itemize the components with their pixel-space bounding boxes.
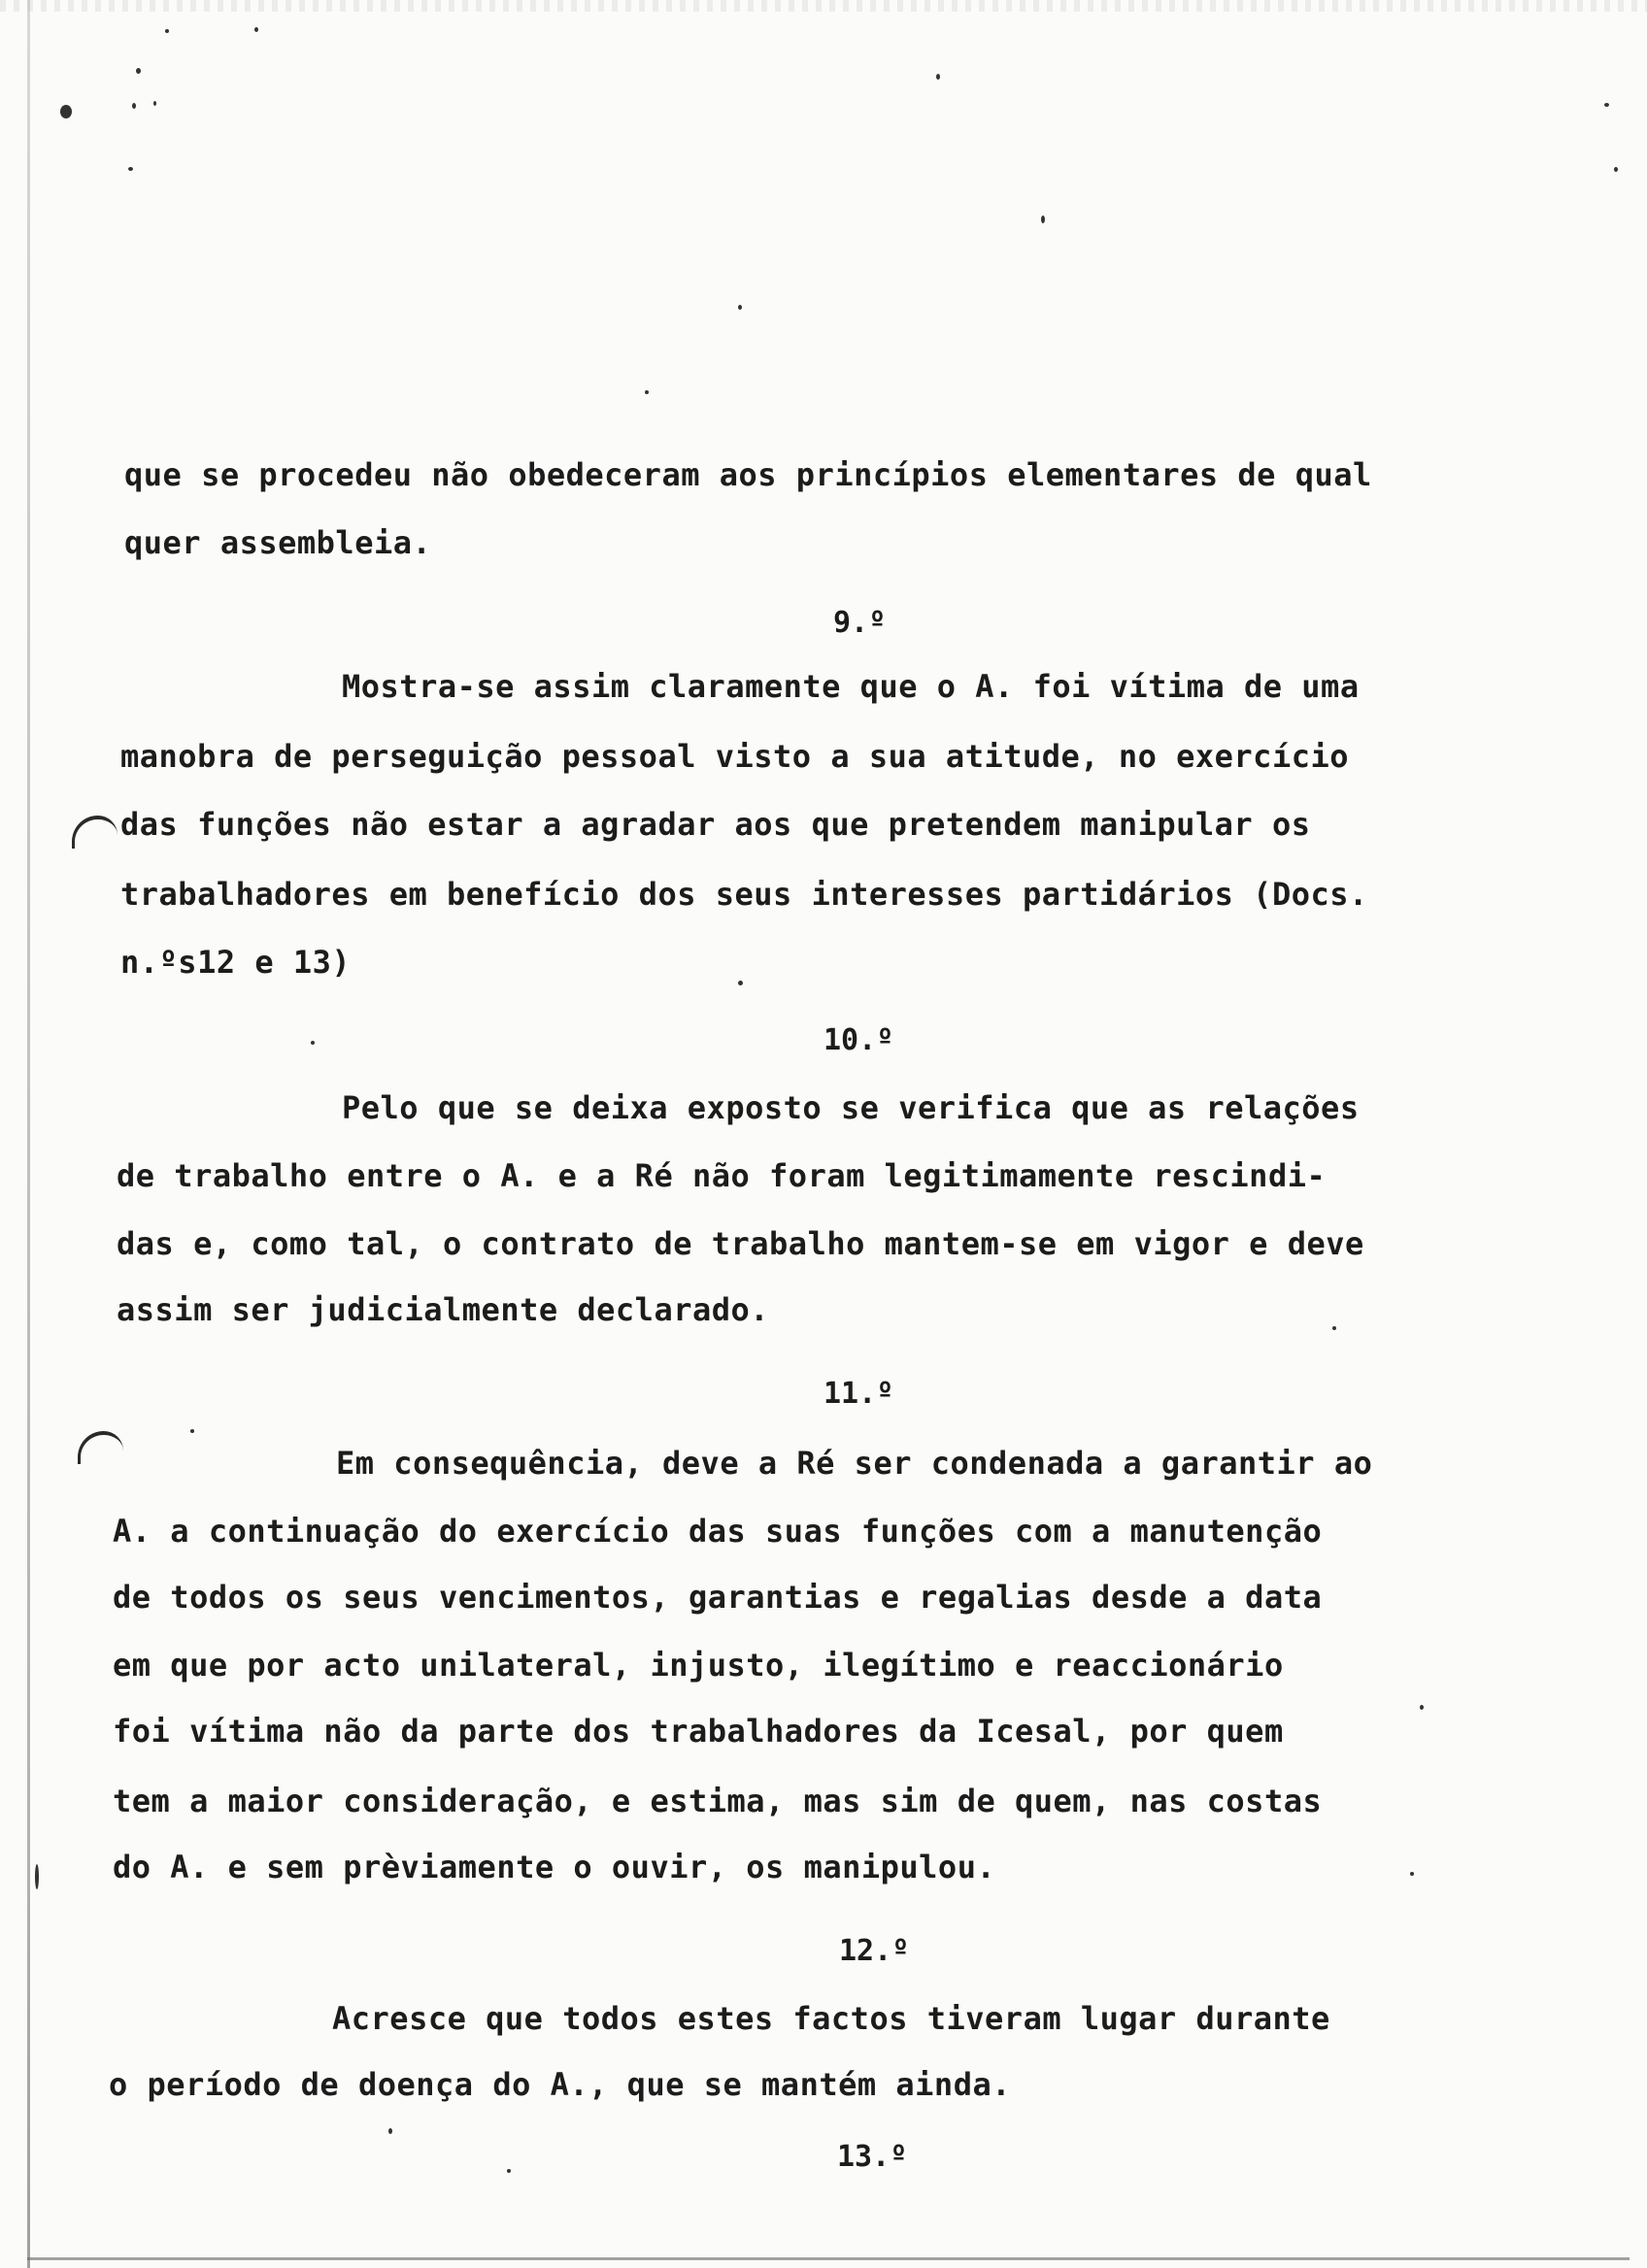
text-line: quer assembleia.: [124, 524, 432, 561]
scan-speck: [1420, 1705, 1424, 1710]
scan-speck: [738, 305, 742, 310]
text-line: manobra de perseguição pessoal visto a sua atitude, no exercício: [120, 738, 1349, 775]
scan-speck: [136, 68, 141, 74]
text-line: A. a continuação do exercício das suas funções com a manutenção: [113, 1513, 1323, 1550]
scan-speck: [132, 103, 136, 109]
text-line: Pelo que se deixa exposto se verifica que as relações: [342, 1089, 1360, 1126]
scan-speck: [190, 1429, 194, 1433]
punch-hole-mark: [72, 816, 118, 849]
text-line: do A. e sem prèviamente o ouvir, os manipulou.: [113, 1849, 996, 1885]
scan-speck: [936, 74, 940, 80]
scan-speck: [1410, 1872, 1414, 1876]
text-line: que se procedeu não obedeceram aos princípios elementares de qual: [124, 456, 1372, 493]
text-line: n.ºs12 e 13): [120, 944, 352, 981]
scan-speck: [60, 105, 72, 118]
scan-left-edge: [27, 0, 30, 2268]
section-number: 9.º: [833, 606, 887, 640]
scan-speck: [165, 29, 169, 33]
scan-speck: [35, 1864, 39, 1889]
section-number: 11.º: [824, 1377, 894, 1411]
text-line: das e, como tal, o contrato de trabalho mantem-se em vigor e deve: [117, 1225, 1364, 1262]
scan-speck: [311, 1041, 315, 1045]
scan-bottom-edge: [27, 2257, 1630, 2260]
text-line: tem a maior consideração, e estima, mas sim de quem, nas costas: [113, 1783, 1323, 1819]
text-line: foi vítima não da parte dos trabalhadores da Icesal, por quem: [113, 1713, 1284, 1750]
text-line: assim ser judicialmente declarado.: [117, 1291, 770, 1328]
scan-speck: [507, 2169, 511, 2173]
scan-speck: [153, 101, 156, 106]
text-line: Mostra-se assim claramente que o A. foi vítima de uma: [342, 668, 1360, 705]
text-line: de todos os seus vencimentos, garantias e regalias desde a data: [113, 1579, 1323, 1616]
section-number: 10.º: [824, 1023, 894, 1057]
scan-top-edge: [0, 0, 1647, 12]
scan-speck: [1604, 103, 1609, 107]
scan-speck: [1041, 216, 1045, 223]
scan-speck: [254, 27, 258, 32]
scan-speck: [738, 981, 743, 985]
text-line: Em consequência, deve a Ré ser condenada a garantir ao: [336, 1445, 1373, 1482]
scan-speck: [1614, 167, 1618, 172]
scan-speck: [1332, 1326, 1336, 1330]
text-line: de trabalho entre o A. e a Ré não foram legitimamente rescindi-: [117, 1157, 1327, 1194]
section-number: 13.º: [837, 2140, 908, 2174]
punch-hole-mark: [78, 1431, 123, 1464]
text-line: trabalhadores em benefício dos seus interesses partidários (Docs.: [120, 876, 1368, 913]
section-number: 12.º: [839, 1934, 910, 1968]
scan-speck: [388, 2128, 392, 2134]
text-line: em que por acto unilateral, injusto, ilegítimo e reaccionário: [113, 1647, 1284, 1684]
scan-speck: [128, 167, 133, 171]
text-line: o período de doença do A., que se mantém ainda.: [109, 2066, 1011, 2103]
text-line: Acresce que todos estes factos tiveram lugar durante: [332, 2000, 1330, 2037]
text-line: das funções não estar a agradar aos que pretendem manipular os: [120, 806, 1311, 843]
scan-speck: [645, 390, 649, 394]
